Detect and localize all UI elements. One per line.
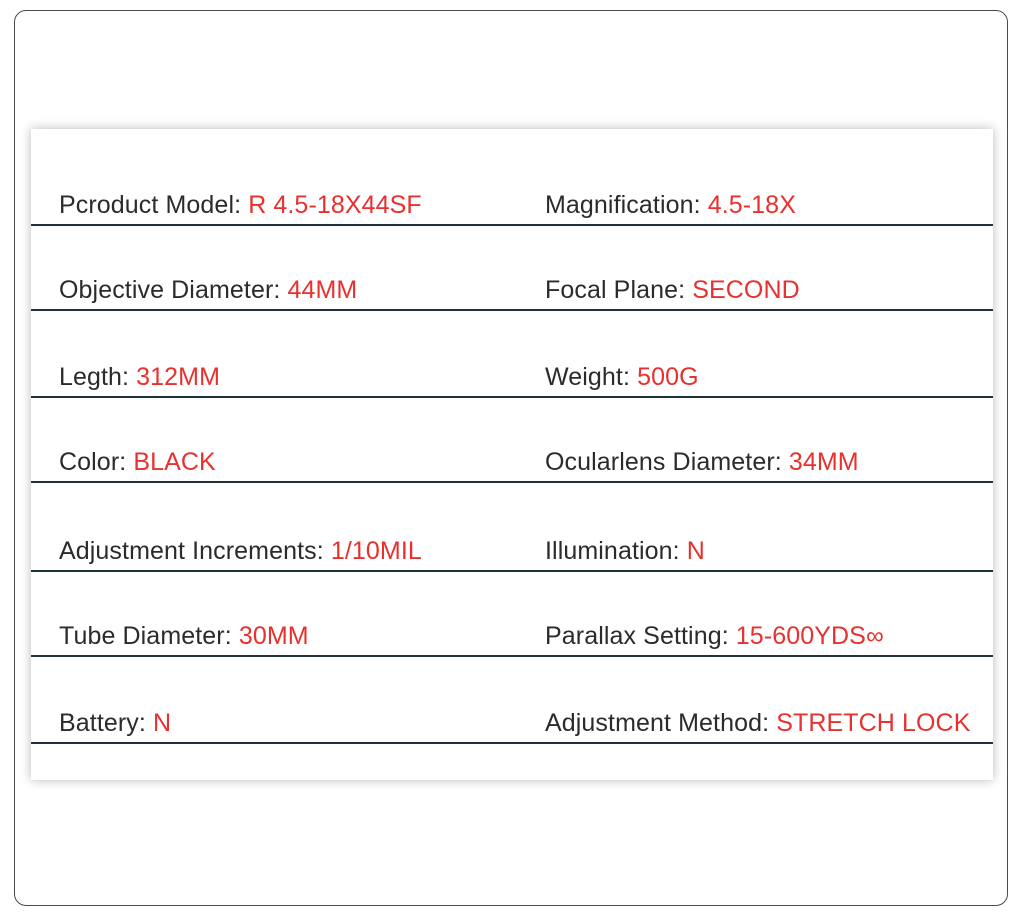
- spec-row: [31, 658, 993, 744]
- spec-label: Illumination:: [545, 537, 680, 565]
- spec-row: [31, 140, 993, 226]
- spec-row: [31, 397, 993, 483]
- spec-item-product-model: [59, 190, 422, 220]
- spec-value: BLACK: [133, 448, 216, 476]
- spec-item-length: [59, 362, 220, 392]
- spec-value: 44MM: [287, 276, 358, 304]
- spec-item-color: [59, 447, 216, 477]
- spec-value: 30MM: [238, 622, 309, 650]
- spec-label: Pcroduct Model:: [59, 191, 242, 219]
- spec-value: STRETCH LOCK: [776, 709, 971, 737]
- spec-item-adjustment-increments: [59, 536, 422, 566]
- spec-label: Ocularlens Diameter:: [545, 448, 782, 476]
- spec-value: N: [686, 537, 705, 565]
- spec-label: Focal Plane:: [545, 276, 686, 304]
- spec-label: Battery:: [59, 709, 146, 737]
- spec-value: SECOND: [692, 276, 800, 304]
- spec-row: [31, 571, 993, 657]
- spec-item-adjustment-method: [545, 708, 970, 738]
- spec-value: 4.5-18X: [707, 191, 796, 219]
- spec-value: R 4.5-18X44SF: [248, 191, 422, 219]
- spec-label: Adjustment Method:: [545, 709, 770, 737]
- spec-item-objective-diameter: [59, 275, 357, 305]
- spec-item-weight: [545, 362, 699, 392]
- spec-value: N: [153, 709, 172, 737]
- spec-label: Legth:: [59, 363, 130, 391]
- spec-label: Adjustment Increments:: [59, 537, 324, 565]
- spec-value: 500G: [637, 363, 699, 391]
- spec-item-focal-plane: [545, 275, 800, 305]
- spec-value: 1/10MIL: [330, 537, 422, 565]
- spec-value: 15-600YDS∞: [735, 622, 884, 650]
- spec-item-illumination: [545, 536, 705, 566]
- spec-label: Objective Diameter:: [59, 276, 281, 304]
- spec-label: Color:: [59, 448, 127, 476]
- spec-item-parallax-setting: [545, 621, 884, 651]
- spec-label: Weight:: [545, 363, 631, 391]
- spec-value: 312MM: [136, 363, 221, 391]
- spec-label: Magnification:: [545, 191, 701, 219]
- spec-label: Parallax Setting:: [545, 622, 729, 650]
- spec-row: [31, 225, 993, 311]
- spec-value: 34MM: [788, 448, 859, 476]
- spec-item-tube-diameter: [59, 621, 309, 651]
- spec-item-battery: [59, 708, 171, 738]
- spec-row: [31, 486, 993, 572]
- spec-label: Tube Diameter:: [59, 622, 232, 650]
- spec-item-magnification: [545, 190, 796, 220]
- spec-item-ocularlens-diameter: [545, 447, 859, 477]
- spec-row: [31, 312, 993, 398]
